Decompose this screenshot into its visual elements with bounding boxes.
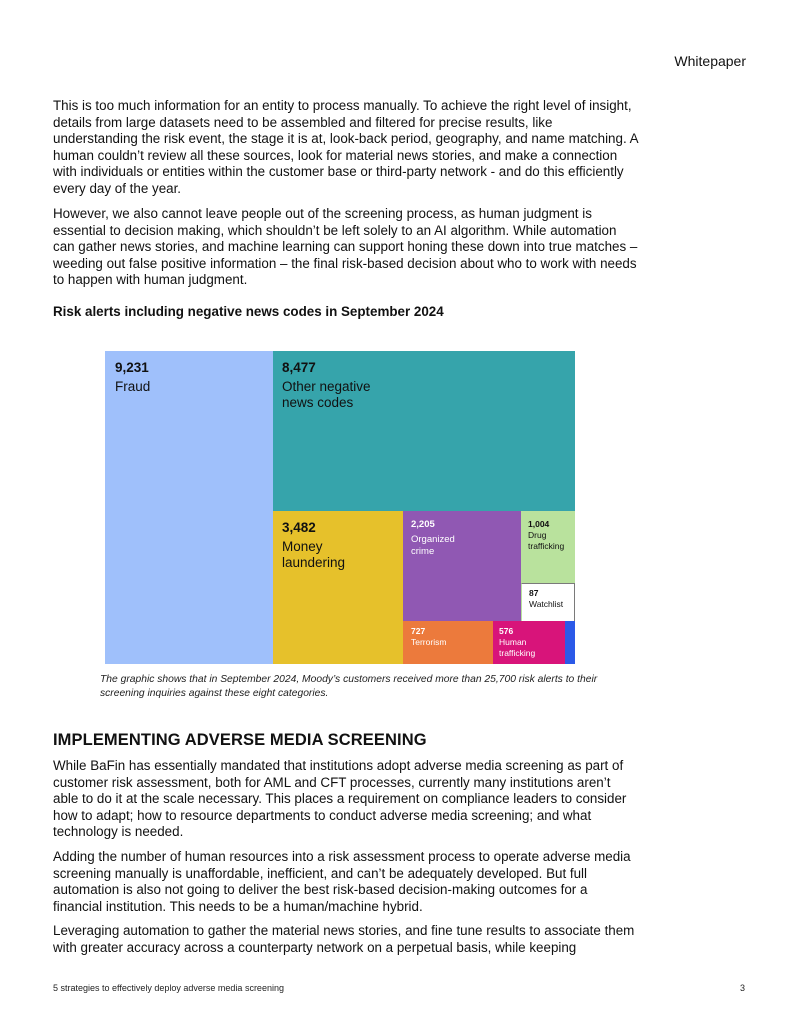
- paragraph-automation: Leveraging automation to gather the material news stories, and fine tune results to associate them with greater accuracy across a counterparty network on a perpetual basis, while keeping: [53, 923, 635, 955]
- treemap-label-human-trafficking: Human trafficking: [499, 637, 536, 658]
- treemap-value-human-trafficking: 576: [499, 626, 514, 636]
- treemap-label-drug-trafficking: Drug trafficking: [528, 530, 565, 551]
- treemap-label-other-negative-news: Other negative news codes: [282, 379, 371, 410]
- paragraph-bafin: While BaFin has essentially mandated that institutions adopt adverse media screening as part of customer risk assessment, both for AML and CFT processes, currently many institutions aren’t able to do it at the scale necessary. This places a requirement on compliance leaders to consider how to adapt; how to resource departments to conduct adverse media screening; and what technology is needed.: [53, 758, 627, 840]
- treemap-value-watchlist: 87: [529, 588, 539, 598]
- treemap-cell-organized-crime: [403, 511, 521, 621]
- treemap-cell-unlabeled: [565, 621, 575, 664]
- treemap-value-organized-crime: 2,205: [411, 519, 435, 530]
- treemap-cell-watchlist: [521, 583, 575, 621]
- treemap-label-terrorism: Terrorism: [411, 637, 447, 647]
- treemap-cell-money-laundering: [273, 511, 403, 664]
- treemap-label-organized-crime: Organized crime: [411, 534, 455, 557]
- treemap-value-fraud: 9,231: [115, 360, 149, 375]
- chart-title: Risk alerts including negative news codes in September 2024: [53, 304, 444, 319]
- section-heading: IMPLEMENTING ADVERSE MEDIA SCREENING: [53, 731, 427, 749]
- treemap-value-drug-trafficking: 1,004: [528, 519, 550, 529]
- chart-caption: The graphic shows that in September 2024, Moody’s customers received more than 25,700 risk alerts to their screening inquiries against these eight categories.: [100, 674, 598, 699]
- treemap-cell-fraud: [105, 351, 273, 664]
- treemap-value-money-laundering: 3,482: [282, 520, 316, 535]
- treemap-cell-terrorism: [403, 621, 493, 664]
- treemap-label-fraud: Fraud: [115, 379, 151, 394]
- paragraph-human-judgment: However, we also cannot leave people out of the screening process, as human judgment is essential to decision making, which shouldn’t be left solely to an AI algorithm. While automation can gather news stories, and machine learning can support honing these down into true matches – weeding out false positive information – the final risk-based decision about who to work with needs to happen with human judgment.: [53, 206, 638, 288]
- page-number: 3: [739, 983, 745, 993]
- treemap-value-terrorism: 727: [411, 626, 426, 636]
- treemap-cell-other-negative-news: [273, 351, 575, 511]
- treemap-cell-human-trafficking: [493, 621, 565, 664]
- document-type-label: Whitepaper: [674, 53, 746, 69]
- footer-document-title: 5 strategies to effectively deploy adverse media screening: [53, 983, 284, 993]
- treemap-label-money-laundering: Money laundering: [282, 539, 346, 570]
- treemap-value-other-negative-news: 8,477: [282, 360, 316, 375]
- risk-alerts-treemap: [105, 351, 575, 664]
- paragraph-human-resources: Adding the number of human resources into a risk assessment process to operate adverse media screening manually is unaffordable, inefficient, and can’t be adequately developed. But full automation is also not going to deliver the best risk-based decision-making outcomes for a financial institution. This needs to be a human/machine hybrid.: [53, 849, 631, 914]
- treemap-label-watchlist: Watchlist: [529, 599, 564, 609]
- paragraph-intro: This is too much information for an entity to process manually. To achieve the right level of insight, details from large datasets need to be assembled and filtered for precise results, like understanding the risk event, the stage it is at, look-back period, geography, and name matching. A human couldn’t review all these sources, look for material news stories, and make a connection with individuals or entities within the customer base or third-party network - and do this efficiently every day of the year.: [53, 98, 638, 196]
